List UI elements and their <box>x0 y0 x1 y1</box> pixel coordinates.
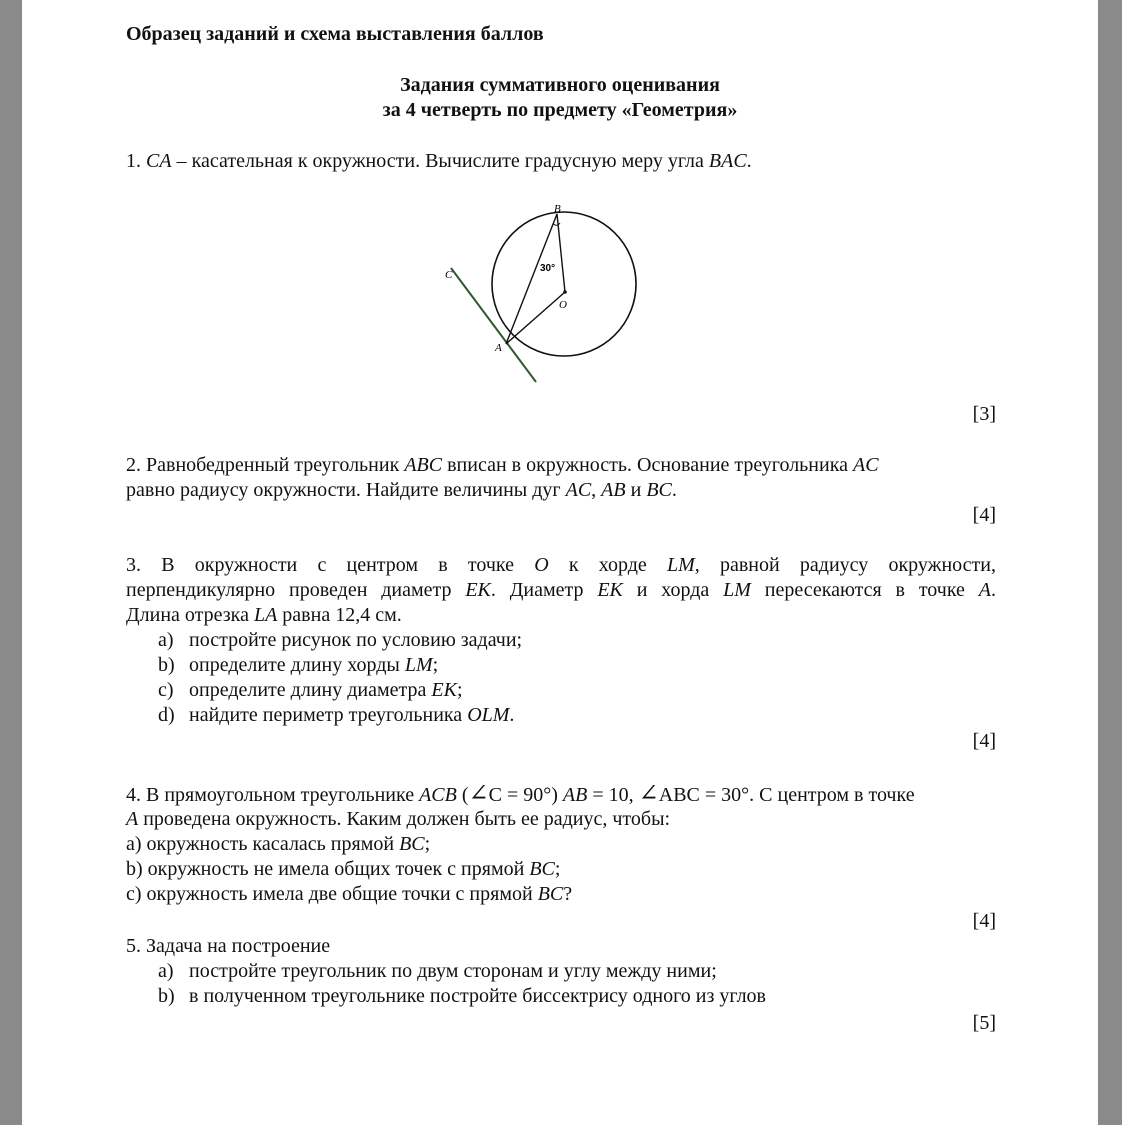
task3-line-3 <box>126 603 402 628</box>
task3-var-lm2: LM <box>723 579 751 601</box>
task3-text-1e: , равной радиусу окружности, <box>694 554 996 576</box>
task2-var-abc: ABC <box>404 454 443 476</box>
task2-var-ac2: AC <box>565 479 592 501</box>
task2-var-ac: AC <box>853 454 879 476</box>
task4-text-1i: ABC = 30°. С центром в точке <box>658 784 915 806</box>
list-item-text: b) окружность не имела общих точек с прямой <box>126 858 530 880</box>
task3-text-2a: перпендикулярно проведен диаметр <box>126 579 466 601</box>
angle-arc <box>554 223 561 225</box>
list-marker: a) <box>158 629 174 651</box>
list-item-end: ; <box>456 679 463 701</box>
task1-var-bac: BAC <box>708 150 747 172</box>
task2-number: 2. <box>126 454 141 476</box>
task1-var-ca: CA <box>146 150 172 172</box>
label-c: C <box>445 269 453 281</box>
label-b: B <box>554 203 561 215</box>
task4-var-acb: ACB <box>419 784 457 806</box>
task1-period: . <box>746 150 752 172</box>
list-marker: b) <box>158 985 175 1007</box>
task3-item-d-text <box>189 703 514 728</box>
list-marker: d) <box>158 704 175 726</box>
title-line-2: за 4 четверть по предмету «Геометрия» <box>382 99 738 121</box>
document-page <box>22 0 1098 1125</box>
task3-var-ek2: EK <box>597 579 623 601</box>
list-item-var: LM <box>404 654 433 676</box>
task2-text-c: вписан в окружность. Основание треугольника <box>442 454 854 476</box>
list-item-text: постройте рисунок по условию задачи; <box>189 629 523 651</box>
task3-text-2e: и хорда <box>622 579 724 601</box>
task5-item-b <box>158 984 175 1009</box>
task4-item-b <box>126 857 560 882</box>
list-item-end: ? <box>563 883 573 905</box>
list-item-text: определите длину диаметра <box>189 679 432 701</box>
list-item-text: a) окружность касалась прямой <box>126 833 400 855</box>
list-item-end: ; <box>432 654 439 676</box>
task3-item-c-text <box>189 678 463 703</box>
task5-item-a <box>158 959 174 984</box>
list-item-end: . <box>509 704 515 726</box>
task3-item-a <box>158 628 174 653</box>
top-title: Образец заданий и схема выставления баллов <box>126 23 544 45</box>
list-item-var: BC <box>529 858 555 880</box>
list-item-text: c) окружность имела две общие точки с прямой <box>126 883 538 905</box>
task4-text-2b: проведена окружность. Каким должен быть ее радиус, чтобы: <box>138 808 671 830</box>
task5-item-a-text: постройте треугольник по двум сторонам и углу между ними; <box>189 960 717 982</box>
radius-ob <box>557 214 565 292</box>
list-item-var: BC <box>537 883 564 905</box>
task5-score: [5] <box>972 1012 996 1034</box>
task3-score: [4] <box>972 730 996 752</box>
task5-item-b-text: в полученном треугольнике постройте биссектрису одного из углов <box>189 985 767 1007</box>
task2-var-bc: BC <box>646 479 672 501</box>
task5-title: 5. Задача на построение <box>126 935 331 957</box>
task2-line-1 <box>126 453 879 478</box>
task4-line-1 <box>126 782 915 808</box>
angle-label: 30° <box>540 263 556 274</box>
task3-text-3a: Длина отрезка <box>126 604 254 626</box>
list-item-text: определите длину хорды <box>189 654 405 676</box>
title-line-1: Задания суммативного оценивания <box>400 74 720 96</box>
angle-symbol-icon: ∠ <box>638 781 659 807</box>
task4-line-2 <box>126 807 670 832</box>
task1-score: [3] <box>972 403 996 425</box>
task3-var-o: O <box>534 554 549 576</box>
task3-var-lm: LM <box>666 554 695 576</box>
task1-figure <box>417 200 637 390</box>
list-item-end: ; <box>424 833 431 855</box>
list-item-text: найдите периметр треугольника <box>189 704 468 726</box>
task3-var-a: A <box>978 579 991 601</box>
task3-line-1 <box>126 553 996 578</box>
list-marker: c) <box>158 679 174 701</box>
list-marker: a) <box>158 960 174 982</box>
task3-text-1a: 3. В окружности с центром в точке <box>126 554 535 576</box>
task3-var-la: LA <box>253 604 278 626</box>
task4-item-c <box>126 882 572 907</box>
task1-number: 1. <box>126 150 141 172</box>
task3-text-2c: . Диаметр <box>490 579 598 601</box>
task1-text-body: – касательная к окружности. Вычислите градусную меру угла <box>171 150 709 172</box>
task2-period: . <box>671 479 677 501</box>
list-item-end: ; <box>554 858 561 880</box>
task3-text-2g: пересекаются в точке <box>750 579 979 601</box>
task4-var-a: A <box>126 808 139 830</box>
task2-line-2 <box>126 478 677 503</box>
label-o: O <box>559 299 567 311</box>
task2-and: и <box>625 479 647 501</box>
task3-item-b-text <box>189 653 438 678</box>
task2-comma: , <box>591 479 602 501</box>
radius-oa <box>506 292 565 344</box>
task4-item-a <box>126 832 430 857</box>
task2-var-ab: AB <box>601 479 626 501</box>
task4-text-1a: 4. В прямоугольном треугольнике <box>126 784 420 806</box>
list-marker: b) <box>158 654 175 676</box>
angle-symbol-icon: ∠ <box>468 781 489 807</box>
task3-item-b <box>158 653 175 678</box>
task4-score: [4] <box>972 910 996 932</box>
task3-item-a-text <box>189 628 522 653</box>
task4-text-1g: = 10, <box>587 784 639 806</box>
task3-item-c <box>158 678 174 703</box>
task3-text-1c: к хорде <box>548 554 667 576</box>
task2-text-2a: равно радиусу окружности. Найдите величины дуг <box>126 479 566 501</box>
task3-var-ek: EK <box>465 579 491 601</box>
task3-line-2 <box>126 578 996 603</box>
task3-period-2: . <box>991 579 996 601</box>
label-a: A <box>495 342 502 354</box>
task2-text-a: Равнобедренный треугольник <box>141 454 405 476</box>
list-item-var: OLM <box>467 704 510 726</box>
list-item-var: EK <box>431 679 457 701</box>
task4-paren: ( <box>456 784 469 806</box>
center-point <box>563 290 567 294</box>
task1-text <box>126 149 752 174</box>
task3-item-d <box>158 703 175 728</box>
task2-score: [4] <box>972 504 996 526</box>
task3-text-3c: равна 12,4 см. <box>277 604 402 626</box>
tangent-line-ca <box>451 268 536 382</box>
task4-text-1e: C = 90°) <box>488 784 563 806</box>
list-item-var: BC <box>399 833 425 855</box>
task4-var-ab: AB <box>562 784 588 806</box>
